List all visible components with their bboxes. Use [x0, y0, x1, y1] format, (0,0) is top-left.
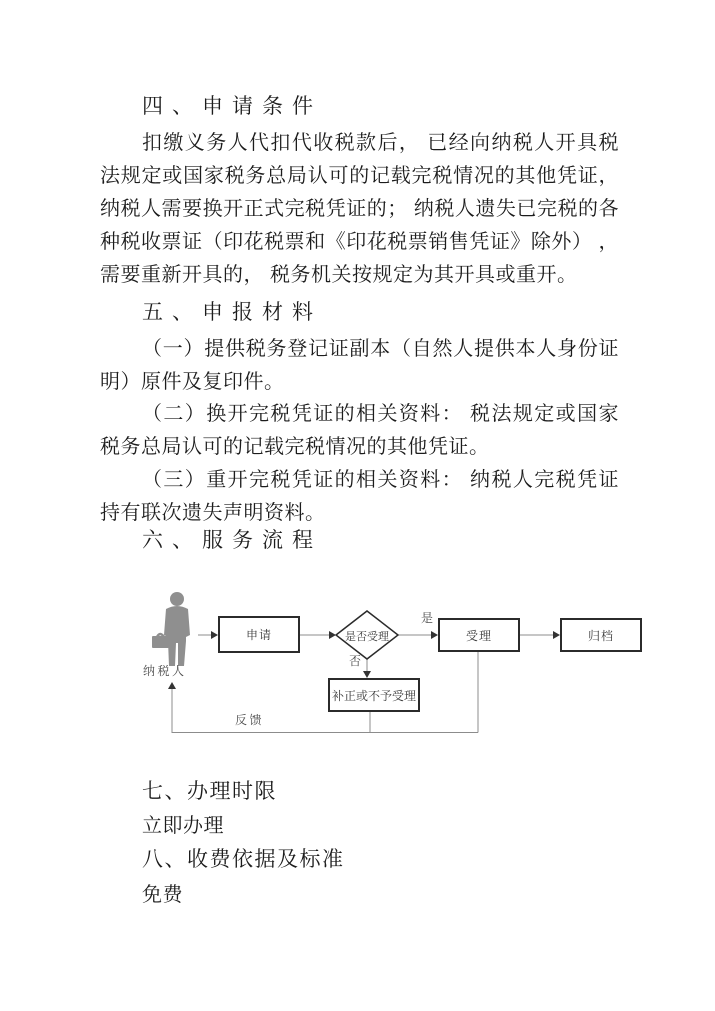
flow-connectors [140, 585, 660, 745]
taxpayer-icon [152, 592, 190, 666]
section-7-body: 立即办理 [142, 815, 224, 837]
section-4-paragraph: 扣缴义务人代扣代收税款后， 已经向纳税人开具税法规定或国家税务总局认可的记载完税情况的其他凭证， 纳税人需要换开正式完税凭证的； 纳税人遗失已完税的各种税收票证（印花税票和《印花税票销售凭证》除外） ， 需要重新开具的， 税务机关按规定为其开具或重开。 [100, 132, 619, 286]
flow-node-apply: 申请 [218, 616, 300, 653]
section-7-heading: 七、办理时限 [142, 780, 277, 803]
flow-node-accept: 受理 [438, 618, 520, 652]
flow-node-archive: 归档 [560, 618, 642, 652]
section-8-heading: 八、收费依据及标准 [142, 848, 345, 871]
edge-label-feedback: 反馈 [235, 713, 265, 727]
section-5-item-3: （三）重开完税凭证的相关资料： 纳税人完税凭证持有联次遗失声明资料。 [100, 469, 619, 524]
section-5-heading: 五、申报材料 [142, 301, 322, 324]
section-5-item-2: （二）换开完税凭证的相关资料： 税法规定或国家税务总局认可的记载完税情况的其他凭证。 [100, 403, 619, 458]
section-6-heading: 六、服务流程 [142, 529, 322, 552]
section-5-item-1: （一）提供税务登记证副本（自然人提供本人身份证明）原件及复印件。 [100, 338, 619, 393]
taxpayer-label: 纳税人 [143, 664, 187, 678]
edge-label-no: 否 [349, 654, 362, 668]
section-8-body: 免费 [142, 884, 183, 906]
edge-label-yes: 是 [421, 611, 434, 625]
flow-node-decision: 是否受理 [345, 631, 389, 643]
flow-node-correct: 补正或不予受理 [328, 678, 420, 712]
section-4-heading: 四、申请条件 [142, 95, 322, 118]
service-flow-diagram [140, 585, 660, 745]
